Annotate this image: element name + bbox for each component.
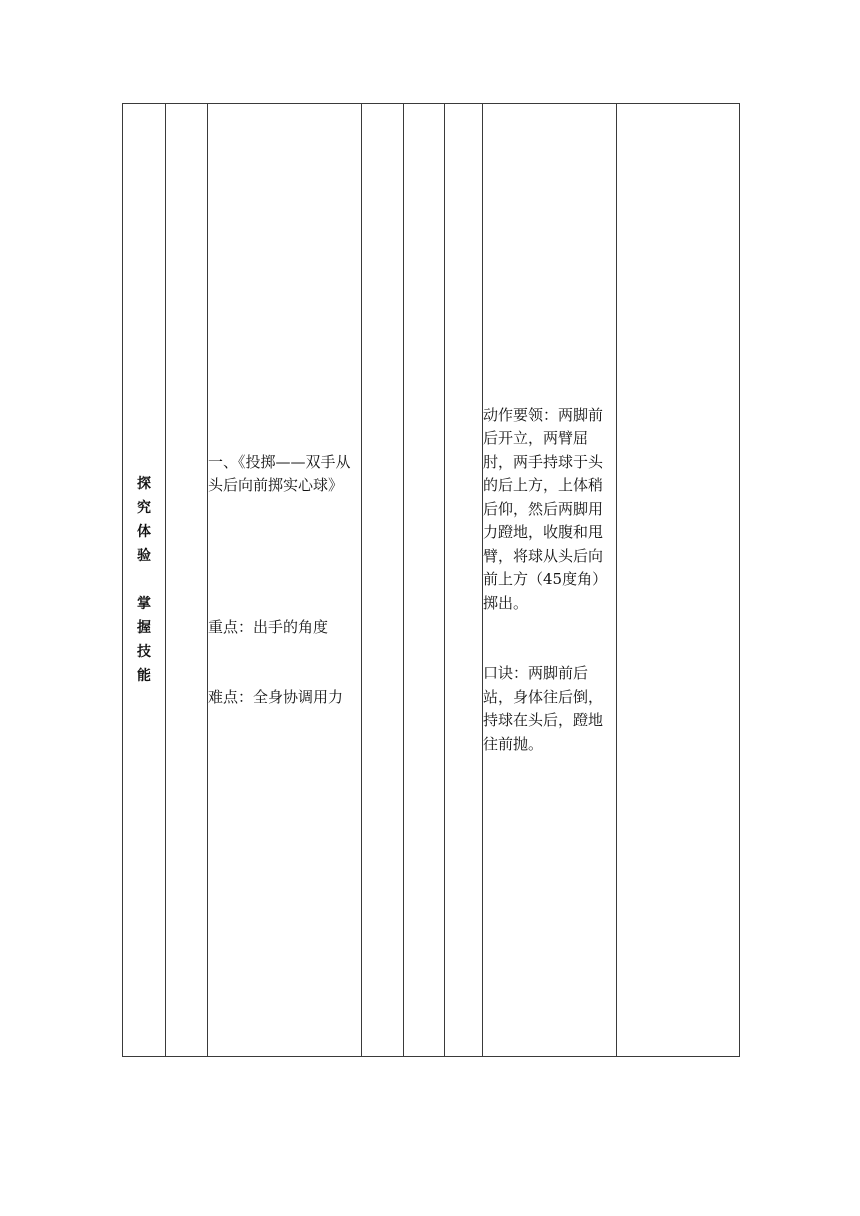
empty-cell [404, 104, 445, 1057]
mnemonic: 口诀：两脚前后站，身体往后倒，持球在头后，蹬地往前抛。 [483, 664, 604, 753]
empty-cell [362, 104, 404, 1057]
empty-cell [617, 104, 740, 1057]
difficulty-point: 难点：全身协调用力 [208, 688, 344, 706]
content-item: 一、《投掷——双手从头后向前掷实心球》 [208, 452, 351, 494]
teaching-content-cell [208, 104, 362, 1057]
empty-cell [166, 104, 208, 1057]
lesson-plan-table [122, 103, 740, 1057]
key-point: 重点：出手的角度 [208, 617, 329, 636]
action-essentials: 动作要领：两脚前后开立，两臂屈肘，两手持球于头的后上方，上体稍后仰，然后两脚用力蹬地，收腹和甩臂，将球从头后向前上方（45度角）掷出。 [483, 405, 608, 612]
table-row [123, 104, 740, 1057]
section-cell [123, 104, 166, 1057]
requirements-cell [483, 104, 617, 1057]
section-title: 探究体验 掌握技能 [137, 476, 151, 684]
spacer [208, 545, 361, 569]
empty-cell [445, 104, 483, 1057]
